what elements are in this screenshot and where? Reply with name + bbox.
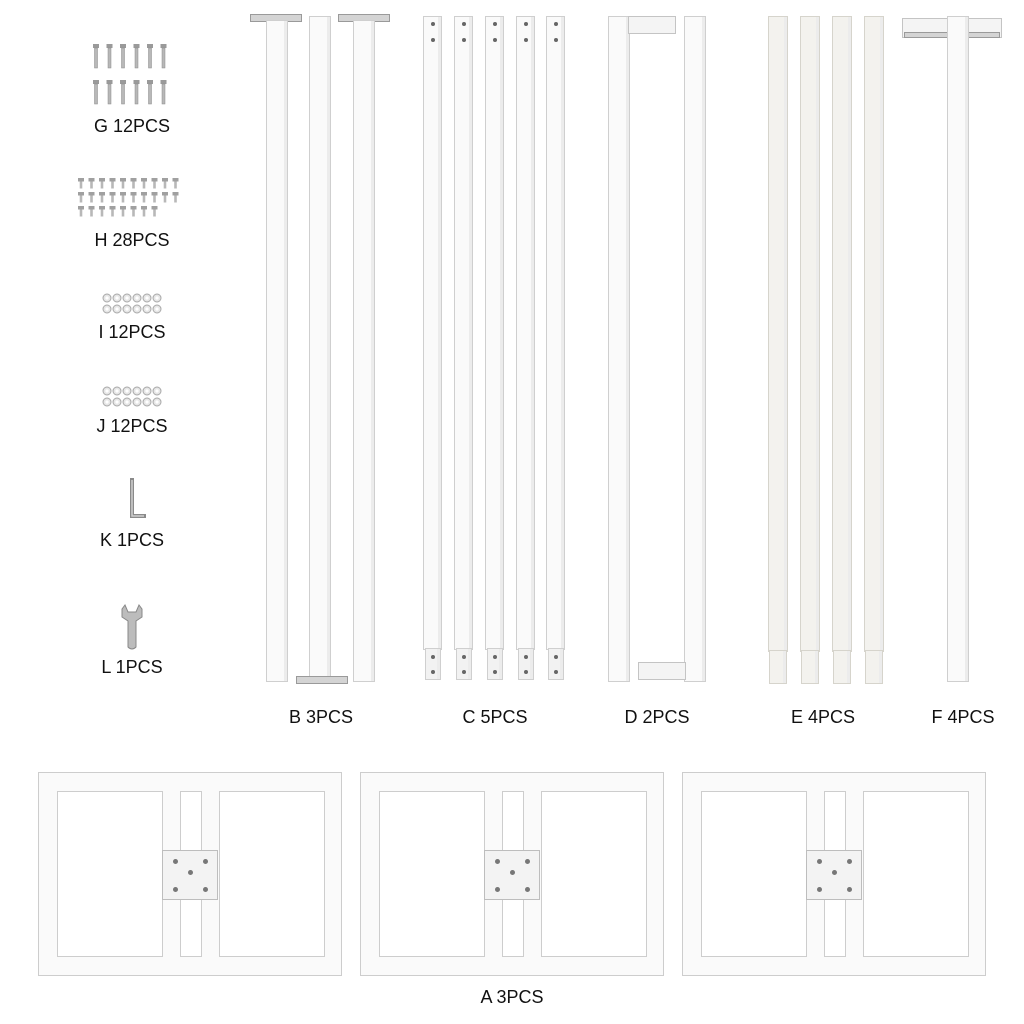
pole-c-end (425, 648, 441, 680)
pole-e-end (833, 650, 851, 684)
hole (524, 655, 528, 659)
hole (493, 670, 497, 674)
hole (493, 22, 497, 26)
frame-a (38, 772, 342, 976)
frame-a (682, 772, 986, 976)
hole (847, 887, 852, 892)
frame-opening (541, 791, 647, 957)
part-label-c: C 5PCS (462, 707, 528, 727)
hole (188, 870, 193, 875)
hole (524, 22, 528, 26)
hole (510, 870, 515, 875)
hole (462, 670, 466, 674)
hole (554, 22, 558, 26)
hardware-label-l: L 1PCS (101, 657, 163, 677)
pole-b (309, 16, 331, 680)
pole-c-end (518, 648, 534, 680)
pole-e-end (769, 650, 787, 684)
pole-e (864, 16, 884, 652)
wrench-icon (120, 603, 144, 651)
hole (203, 859, 208, 864)
part-label-d: D 2PCS (624, 707, 690, 727)
pole-e (768, 16, 788, 652)
hole (431, 670, 435, 674)
pole-c (423, 16, 442, 650)
hole (817, 887, 822, 892)
hole (524, 38, 528, 42)
pole-c (454, 16, 473, 650)
pole-c (516, 16, 535, 650)
hole (525, 859, 530, 864)
pole-e-end (865, 650, 883, 684)
nut-icon (102, 293, 162, 315)
bolt-icon (90, 42, 172, 104)
frame-opening (701, 791, 807, 957)
pole-c-end (456, 648, 472, 680)
hole (462, 22, 466, 26)
part-label-f: F 4PCS (931, 707, 995, 727)
hole (847, 859, 852, 864)
hole (173, 887, 178, 892)
washer-icon (102, 386, 162, 408)
hole (431, 38, 435, 42)
center-plate (806, 850, 862, 900)
pole-f (947, 16, 969, 682)
hole (462, 38, 466, 42)
hardware-label-k: K 1PCS (99, 530, 165, 550)
center-plate (484, 850, 540, 900)
center-plate (162, 850, 218, 900)
hole (525, 887, 530, 892)
hole (173, 859, 178, 864)
part-label-a: A 3PCS (480, 987, 544, 1007)
allen-key-icon (126, 478, 148, 520)
hole (431, 22, 435, 26)
pole-c (485, 16, 504, 650)
pole-e (800, 16, 820, 652)
frame-opening (379, 791, 485, 957)
frame-opening (863, 791, 969, 957)
pole-b (353, 20, 375, 682)
hardware-label-h: H 28PCS (94, 230, 170, 250)
hole (832, 870, 837, 875)
pole-d (608, 16, 630, 682)
hole (431, 655, 435, 659)
hole (203, 887, 208, 892)
frame-a (360, 772, 664, 976)
hole (524, 670, 528, 674)
hole (493, 38, 497, 42)
hole (495, 859, 500, 864)
bottom-plate (296, 676, 348, 684)
screw-icon (76, 176, 188, 220)
hole (462, 655, 466, 659)
hole (493, 655, 497, 659)
pole-c-end (487, 648, 503, 680)
hole (554, 38, 558, 42)
pole-c-end (548, 648, 564, 680)
frame-opening (219, 791, 325, 957)
pole-e-end (801, 650, 819, 684)
pole-d (684, 16, 706, 682)
part-label-e: E 4PCS (790, 707, 856, 727)
frame-opening (57, 791, 163, 957)
hole (817, 859, 822, 864)
hole (554, 655, 558, 659)
pole-e (832, 16, 852, 652)
pole-b (266, 20, 288, 682)
pole-c (546, 16, 565, 650)
hardware-label-j: J 12PCS (96, 416, 168, 436)
connector-bracket (638, 662, 686, 680)
hole (554, 670, 558, 674)
hole (495, 887, 500, 892)
hardware-label-g: G 12PCS (93, 116, 171, 136)
part-label-b: B 3PCS (288, 707, 354, 727)
connector-bracket (628, 16, 676, 34)
hardware-label-i: I 12PCS (98, 322, 166, 342)
